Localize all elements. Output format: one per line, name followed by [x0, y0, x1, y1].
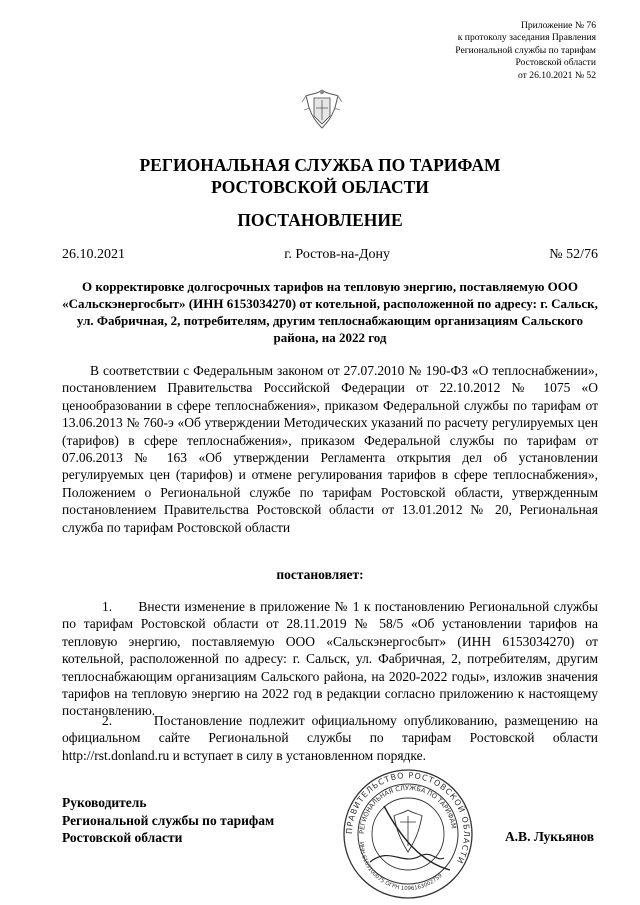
- annex-line: Приложение № 76: [520, 20, 596, 31]
- coat-of-arms-icon: [300, 86, 344, 132]
- svg-text:ИНН 6163100075 ОГРН 1096163002: [358, 842, 444, 892]
- preamble-paragraph: В соответствии с Федеральным законом от 27.07.2010 № 190-ФЗ «О теплоснабжении», постановлением Правительства Российской Федерации от 22.10.2012 № 1075 «О ценообразовании в сфере теплоснабжения», приказом Федеральной службы по тарифам от 13.06.2013 № 760-э «Об утверждении Методических указаний по расчету регулируемых цен (тарифов) в сфере теплоснабжения», приказом Федеральной службы по тарифам от 07.06.2013 № 163 «Об утверждении Регламента открытия дел об установлении регулируемых цен (тарифов) и отмене регулирования тарифов в сфере теплоснабжения», Положением о Региональной службе по тарифам Ростовской области, утвержденным постановлением Правительства Ростовской области от 13.01.2012 № 20, Региональная служба по тарифам Ростовской области: [62, 363, 598, 535]
- annex-line: Ростовской области: [515, 57, 596, 69]
- signatory-line: Ростовской области: [62, 830, 183, 846]
- doc-subject: О корректировке долгосрочных тарифов на тепловую энергию, поставляемую ООО «Сальскэнергосбыт» (ИНН 6153034270) от котельной, расположенной по адресу: г. Сальск, ул. Фабричная, 2, потребителям, другим теплоснабжающим организациям Сальского района, на 2022 год: [62, 279, 598, 345]
- doc-date: 26.10.2021: [62, 247, 125, 262]
- decree-item-2: 2. Постановление подлежит официальному опубликованию, размещению на официальном сайте Региональной службы по тарифам Ростовской области http://rst.donland.ru и вступает в силу в установленном порядке.: [62, 713, 598, 763]
- org-title-line1: РЕГИОНАЛЬНАЯ СЛУЖБА ПО ТАРИФАМ: [139, 155, 501, 175]
- doc-number: № 52/76: [549, 247, 598, 262]
- stamp-inner-text: РЕГИОНАЛЬНАЯ СЛУЖБА ПО ТАРИФАМ: [357, 783, 458, 835]
- doc-city: г. Ростов-на-Дону: [284, 247, 391, 262]
- annex-block: [356, 20, 596, 82]
- signatory-line: Руководитель: [62, 795, 147, 810]
- meta-row: [62, 247, 598, 263]
- stamp-bottom-text: ИНН 6163100075 ОГРН 1096163002759: [357, 841, 444, 893]
- doc-type: ПОСТАНОВЛЕНИЕ: [237, 210, 403, 230]
- annex-line: Региональной службы по тарифам: [455, 44, 596, 56]
- signatory-line: Региональной службы по тарифам: [62, 812, 275, 828]
- org-title-line2: РОСТОВСКОЙ ОБЛАСТИ: [211, 177, 429, 197]
- annex-line: от 26.10.2021 № 52: [518, 69, 596, 81]
- official-seal-stamp: [340, 766, 476, 902]
- signatory-block: [62, 794, 274, 847]
- stamp-outer-text: ПРАВИТЕЛЬСТВО РОСТОВСКОЙ ОБЛАСТИ: [344, 770, 472, 866]
- signatory-name: А.В. Лукьянов: [504, 829, 594, 844]
- decree-word: постановляет:: [276, 567, 364, 582]
- annex-line: к протоколу заседания Правления: [457, 32, 596, 44]
- decree-item-1: 1. Внести изменение в приложение № 1 к постановлению Региональной службы по тарифам Ростовской области от 28.11.2019 № 58/5 «Об установлении тарифов на тепловую энергию, поставляемую ООО «Сальскэнергосбыт» (ИНН 6153034270) от котельной, расположенной по адресу: г. Сальск, ул. Фабричная, 2, потребителям, другим теплоснабжающим организациям Сальского района, на 2020-2022 годы», изложив значения тарифов на тепловую энергию на 2022 год в редакции согласно приложению к настоящему постановлению.: [62, 599, 598, 719]
